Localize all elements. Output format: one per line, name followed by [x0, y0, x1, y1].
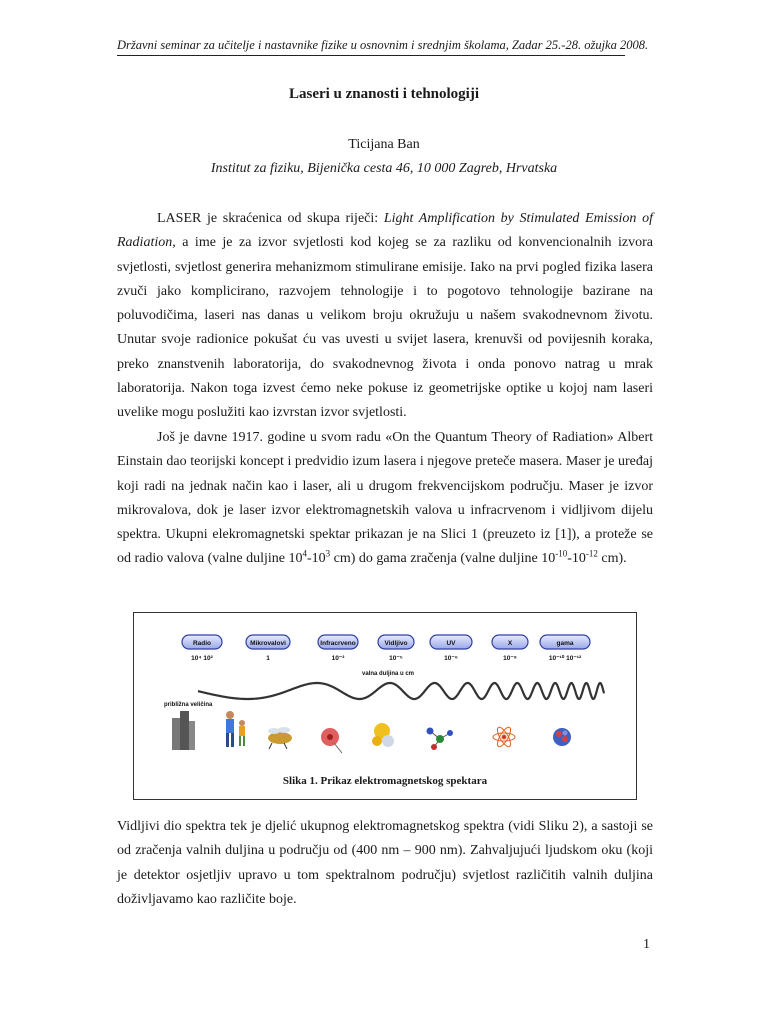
cell-icon: [321, 728, 342, 753]
author-affiliation: Institut za fiziku, Bijenička cesta 46, 10 000 Zagreb, Hrvatska: [210, 161, 558, 176]
band-label: UV: [446, 640, 456, 647]
molecule-icon: [427, 728, 454, 751]
paper-title: Laseri u znanosti i tehnologiji: [288, 86, 479, 102]
band-value: 10⁻¹⁰ 10⁻¹²: [548, 655, 582, 662]
person-icon: [226, 711, 245, 747]
paragraph-intro: LASER je skraćenica od skupa riječi: Light Amplification by Stimulated Emission of Radiation, a ime je za izvor svjetlosti kod kojeg se za razliku od konvencionalnih izvora svjetlosti, svjetlost generira mehanizmom stimulirane emisije. Iako na prvi pogled fizika lasera zvuči jako komplicirano, razvojem tehnologije i to pogotovo tehnologije bazirane na poluvodičima, laseri nas danas u velikom broju okružuju u našem svakodnevnom životu. Unutar svoje radionice pokušat ću vas uvesti u svijet lasera, krenuvši od povijesnih koraka, preko znanstvenih laboratorija, do svakodnevnog života i onda ponovo natrag u mrak laboratorija. Nakon toga izvest ćemo neke pokuse iz geometrijske optike u kojoj nam laseri uvelike mogu poslužiti kao izvrstan izvor svjetlosti.: [117, 211, 653, 421]
virus-icon: [372, 723, 394, 747]
bee-icon: [268, 727, 292, 749]
paragraph-history: Još je davne 1917. godine u svom radu «On the Quantum Theory of Radiation» Albert Einstain dao teorijski koncept i predvidio izum lasera i njegove preteče masera. Maser je uređaj koji radi na jednak način kao i laser, ali u drugom frekvencijskom području. Maser je izvor mikrovalova, dok je laser izvor elektromagnetskih valova u infracrvenom i vidljivom dijelu spektra. Ukupni elekromagnetski spektar prikazan je na Slici 1 (preuzeto iz [1]), a proteže se od radio valova (valne duljine $10^4-10^3$ cm) do gama zračenja (valne duljine $10^{-10}-10^{-12}$ cm).: [117, 430, 653, 567]
band-label: Infracrveno: [320, 640, 356, 647]
band-value: 10⁻⁶: [444, 655, 458, 662]
nucleus-icon: [553, 728, 571, 746]
band-label: Mikrovalovi: [250, 640, 286, 647]
spectrum-illustration: [134, 613, 636, 773]
band-value: 10⁴ 10²: [191, 655, 213, 662]
band-value: 10⁻⁸: [503, 655, 517, 662]
atom-icon: [493, 725, 515, 748]
band-label: X: [507, 640, 513, 647]
band-label: gama: [556, 640, 574, 647]
scale-label: približna veličina: [164, 702, 213, 708]
page-number: 1: [643, 937, 650, 952]
band-label: Radio: [192, 640, 212, 647]
axis-label: valna duljina u cm: [362, 671, 415, 677]
band-value: 1: [266, 655, 270, 662]
band-value: 10⁻⁵: [389, 655, 403, 662]
figure-caption: Slika 1. Prikaz elektromagnetskog spektara: [282, 775, 488, 787]
figure-em-spectrum: [133, 612, 637, 800]
running-header: Državni seminar za učitelje i nastavnike fizike u osnovnim i srednjim školama, Zadar 25.-28. ožujka 2008.: [117, 38, 625, 56]
paragraph-visible: Vidljivi dio spektra tek je djelić ukupnog elektromagnetskog spektra (vidi Sliku 2), a sastoji se od zračenja valnih duljina u području od (400 nm – 900 nm). Zahvaljujući ljudskom oku (koji je detektor osjetljiv upravo u tom spektralnom području) svjetlost različitih valnih duljina doživljavamo kao različite boje.: [117, 819, 653, 907]
band-label: Vidljivo: [384, 640, 408, 647]
wave-icon: [198, 683, 604, 699]
author-name: Ticijana Ban: [348, 137, 420, 152]
band-value: 10⁻²: [331, 655, 345, 662]
buildings-icon: [172, 711, 195, 750]
